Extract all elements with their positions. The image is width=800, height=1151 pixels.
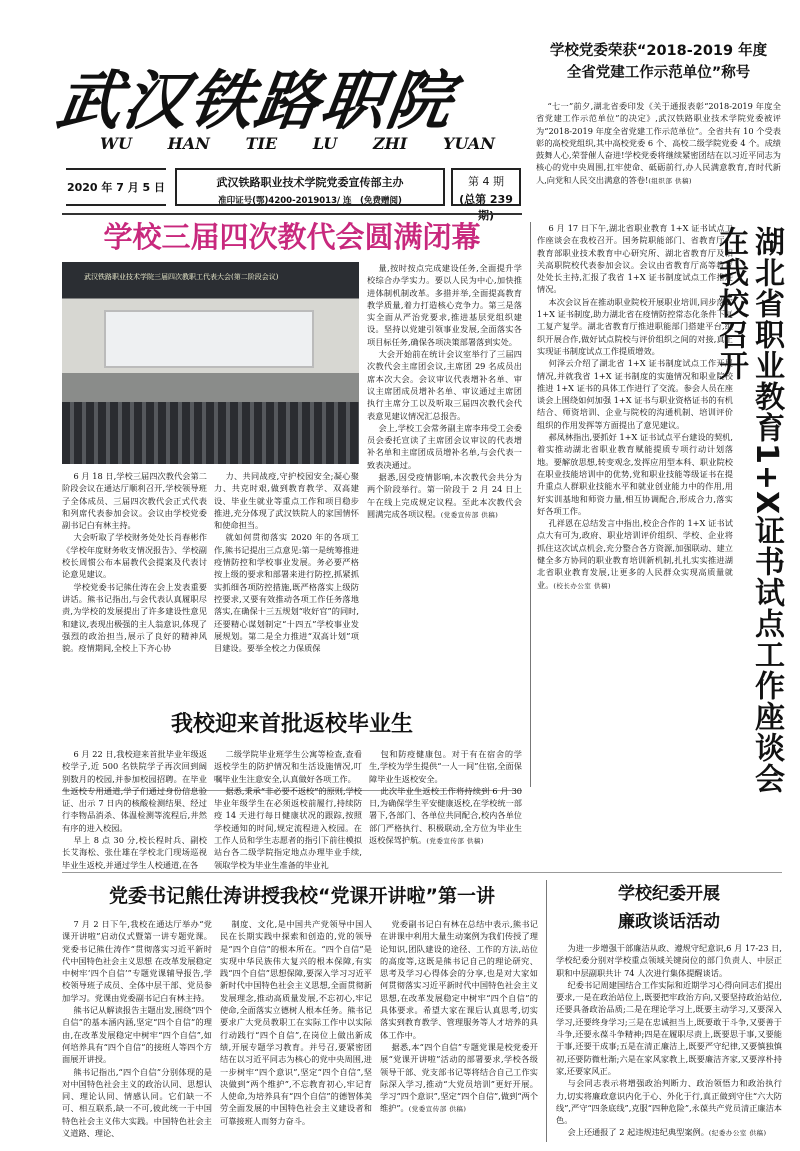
credit: (党委宣传部 供稿) bbox=[426, 837, 484, 846]
pinyin-syllable: YUAN bbox=[443, 134, 495, 153]
paragraph: 力、共同战疫,守护校园安全;凝心聚力、共克时艰,做到教育教学、双高建设、毕业生就业等重点工作和项目稳步推进,充分体现了武汉铁院人的家国情怀和使命担当。 bbox=[214, 471, 359, 531]
paragraph: 就如何贯彻落实 2020 年的各项工作,熊书记提出三点意见:第一是统筹推进疫情防控和学校事业发展。务必要严格按上级的要求和部署来进行防控,抓紧抓实抓细各项防控措施,既严格落实上级防控要求,又要有效推动各项工作任务落地落实,在确保十三五规划“收好官”的同时,还要精心谋划制定“十四五”学校事业发展规划。第二是全力推进“双高计划”项目建设。要举全校之力保质保 bbox=[214, 532, 359, 654]
divider bbox=[530, 222, 531, 787]
masthead-title: 武汉铁路职院 bbox=[51, 64, 459, 139]
article2-col2 bbox=[214, 748, 362, 868]
article4-body bbox=[537, 222, 733, 812]
paragraph-text: “七一”前夕,湖北省委印发《关于通报表彰“2018-2019 年度全省党建工作示范单位”的决定》,武汉铁路职业技术学院党委被评为“2018-2019 年度全省党建工作示范单位”。全省共有 10 个受表彰的高校党组织,其中高校党委 6 个、高校二级学院党委 4 个。成绩鼓舞人心,荣誉催人奋进!学校党委将继续紧密团结在以习近平同志为核心的党中央周围,扛牢使命、砥砺前行,办人民满意教育,育时代新人,向党和人民交出满意的答卷! bbox=[536, 101, 781, 185]
paragraph: 量,按时按点完成建设任务,全面提升学校综合办学实力。要以人民为中心,加快推进体制机制改革。多措并举,全面提高教育教学质量,着力打造核心竞争力。第三是落实全面从严治党要求,推进基层党组织建设。坚持以党建引领事业发展,全面落实各项目标任务,确保各项决策部署落到实处。 bbox=[367, 263, 522, 347]
article2-headline: 我校迎来首批返校毕业生 bbox=[170, 712, 413, 737]
top-right-headline bbox=[536, 40, 781, 92]
article2-col3 bbox=[369, 748, 522, 868]
pinyin-syllable: TIE bbox=[245, 134, 278, 153]
article5-body bbox=[556, 942, 782, 1144]
paragraph: 与会同志表示将增强政治判断力、政治领悟力和政治执行力,切实将廉政意识内化于心、外化于行,真正做到守住“六大防线”,严守“四条底线”,克服“四种危险”,永葆共产党员清正廉洁本色。 bbox=[556, 1078, 782, 1126]
credit: (纪委办公室 供稿) bbox=[708, 1129, 767, 1138]
credit: (党委宣传部 供稿) bbox=[440, 510, 499, 519]
paragraph: 本次会议旨在推动职业院校开展职业培训,同步落实 1+X 证书制度,助力湖北省在疫情防控常态化条件下复工复产复学。湖北省教育厅推进职能部门搭建平台,组织开展合作,做好试点院校与评价组织之间的对接,真正实现证书制度试点工作提质增效。 bbox=[537, 296, 733, 356]
paragraph: 会上,学校工会常务副主席李玮受工会委员会委托宣读了主席团会议审议的代表增补名单和主席团成员增补名单,与会代表一致表决通过。 bbox=[367, 422, 522, 470]
masthead bbox=[51, 30, 498, 155]
issue-date: 2020 年 7 月 5 日 bbox=[66, 181, 166, 194]
paragraph: 党委副书记白有林在总结中表示,熊书记在讲课中利用大量生动案例为我们传授了理论知识,团队建设的途径、工作的方法,站位的高度等,这既是熊书记自己的理论研究、思考及学习心得体会的分享,也是对大家如何贯彻落实习近平新时代中国特色社会主义思想,在改革发展稳定中树牢“四个自信”的具体要求。希望大家在课后认真思考,切实落实到教育教学、管理服务等人才培养的具体工作中。 bbox=[380, 919, 538, 1040]
paragraph: 为进一步增强干部廉洁从政、遵规守纪意识,6 月 17-23 日,学校纪委分别对学校重点领域关键岗位的部门负责人、中层正职和中层副职共计 74 人次进行集体提醒谈话。 bbox=[556, 943, 782, 978]
headline-line: 全省党建工作示范单位”称号 bbox=[566, 65, 751, 81]
issue-box bbox=[451, 168, 521, 222]
credit: (党委宣传部 供稿) bbox=[408, 1105, 467, 1114]
permit: 准印证号(鄂)4200-2019013/ 连 (免费赠阅) bbox=[218, 196, 402, 206]
paragraph: 纪委书记周建国结合工作实际和近期学习心得向同志们提出要求,一是在政治站位上,既要把牢政治方向,又要坚持政治站位,还要具备政治品质;二是在理论学习上,既要主动学习,又要深入学习,还要终身学习;三是在忠诚担当上,既要敢于斗争,又要善于斗争,还要永葆斗争精神;四是在履职尽责上,既要思于事,又要能于事,还要干成事;五是在清正廉洁上,既要严守纪律,又要慎独慎初,还要防微杜渐;六是在家风家教上,既要廉洁齐家,又要淳朴持家,还要家风正。 bbox=[556, 979, 782, 1076]
article2-col1 bbox=[62, 748, 207, 868]
paragraph: 郝凤林指出,要抓好 1+X 证书试点平台建设的契机,着实推动湖北省职业教育赋能提质专项行动计划落地。要解放思想,转变观念,发挥应用型本科、职业院校在职业技能培训中的优势,党和职业技能等级证书在提升重点人群职业技能水平和就业创业能力中的作用,用好实训基地和师资力量,相互协调配合,形成合力,落实好各项工作。 bbox=[537, 432, 733, 516]
article3-col1 bbox=[62, 918, 212, 1143]
headline-line: 学校纪委开展 bbox=[618, 884, 720, 904]
paragraph: 学校党委书记熊仕涛在会上发表重要讲话。熊书记指出,与会代表认真履职尽责,为学校的发展提出了许多建设性意见和建议,表现出极强的主人翁意识,体现了强烈的政治担当,展示了良好的精神风貌。疫情期间,全校上下齐心协 bbox=[62, 581, 207, 654]
paragraph: 制度、文化,是中国共产党领导中国人民在长期实践中探索和创造的,党的领导是“四个自信”的根本所在。“四个自信”是实现中华民族伟大复兴的根本保障,有实践“四个自信”思想保障,要深入学习习近平新时代中国特色社会主义思想,全面贯彻新发展理念,推动高质量发展,不忘初心,牢记使命,全面落实立德树人根本任务。熊书记要求广大党员教职工在实际工作中以实际行动践行“四个自信”,在岗位上做出新成绩,开展专题学习教育。并号召,要紧密团结在以习近平同志为核心的党中央周围,进一步树牢“四个意识”,坚定“四个自信”,坚决做到“两个维护”,不忘教育初心,牢记育人使命,为培养具有“四个自信”的德智体美劳全面发展的中国特色社会主义建设者和可靠接班人而努力奋斗。 bbox=[220, 919, 372, 1126]
article3-col3 bbox=[380, 918, 538, 1143]
paragraph: 6 月 22 日,我校迎来首批毕业年级返校学子,近 500 名铁院学子再次回到阔别数月的校园,并参加校园招聘。在毕业生返校专用通道,学子们通过身份信息验证、出示 7 日内的核酸检测结果、经过行李物品消杀、体温检测等流程后,井然有序的进入校园。 bbox=[62, 749, 207, 833]
paragraph: 6 月 17 日下午,湖北省职业教育 1+X 证书试点工作座谈会在我校召开。国务院职能部门、省教育厅、教育部职业技术教育中心研究所、湖北省教育厅及相关高职院校代表参加会议。会议由省教育厅高等教育处处长主持,汇报了我省 1+X 证书制度试点工作推进情况。 bbox=[537, 223, 733, 295]
date-box bbox=[66, 168, 166, 206]
paragraph: 何泽云介绍了湖北省 1+X 证书制度试点工作开展情况,并就我省 1+X 证书制度的实施情况和职业院校推进 1+X 证书的具体工作进行了交流。参会人员在座谈会上围绕如何加强 1+X 证书与职业资格证书的有机结合、师资培训、企业与院校的沟通机制、培训评价组织的作用发挥等方面提出了意见建议。 bbox=[537, 358, 733, 430]
paragraph: 二级学院毕业班学生公寓等检查,查看返校学生的防护情况和生活设施情况,叮嘱毕业生注意安全,认真做好各项工作。 bbox=[214, 749, 362, 784]
article3-col2 bbox=[220, 918, 372, 1143]
photo-audience bbox=[62, 402, 359, 464]
article5-headline bbox=[556, 880, 782, 940]
photo-screen bbox=[104, 310, 314, 368]
paragraph: 熊书记从解读报告主题出发,围绕“四个自信”的基本涵内涵,坚定“四个自信”的理由,在改革发展稳定中树牢“四个自信”,如何培养具有“四个自信”的接班人等四个方面展开讲授。 bbox=[62, 1005, 212, 1065]
paragraph bbox=[536, 100, 781, 187]
paragraph: 熊书记指出,“四个自信”分别体现的是对中国特色社会主义的政治认同、思想认同、理论认同、情感认同。它们缺一不可、相互联系,缺一不可,彼此统一于中国特色社会主义伟大实践。中国特色社会主义道路、理论、 bbox=[62, 1066, 212, 1139]
paragraph: 包和防疫健康包。对于有在宿舍的学生,学校为学生提供“一人一间”住宿,全面保障毕业生返校安全。 bbox=[369, 749, 522, 784]
paragraph: 6 月 18 日,学校三届四次教代会第二阶段会议在通达厅顺利召开,学校领导班子全体成员、三届四次教代会正式代表和列席代表参加会议。会议由学校党委副书记白有林主持。 bbox=[62, 471, 207, 531]
masthead-pinyin bbox=[100, 134, 495, 153]
article3-headline: 党委书记熊仕涛讲授我校“党课开讲啦”第一讲 bbox=[109, 885, 495, 907]
paragraph: 大会听取了学校财务处处长肖春彬作《学校年度财务收支情况报告》、学校副校长周惯公布本届教代会提案及代表讨论意见建议。 bbox=[62, 532, 207, 580]
paragraph: 早上 8 点 30 分,校长程时兵、副校长艾海松、张仕雄在学校北门现场巡视毕业生返校,并通过学生人校通道,在各 bbox=[62, 835, 207, 870]
headline-line: 廉政谈话活动 bbox=[618, 912, 720, 932]
article1-col3 bbox=[367, 262, 522, 774]
article1-headline: 学校三届四次教代会圆满闭幕 bbox=[103, 220, 481, 254]
paragraph: 据悉,秉承“非必要不返校”的原则,学校毕业年级学生在必须返校前履行,持续防疫 14 天进行每日健康状况的跟踪,按照学校通知的时间,规定流程进入校园。在工作人员和学生志愿者的指引下前往模拟站台各二级学院指定地点办理毕业手续,领取学校为毕业生准备的毕业礼 bbox=[214, 785, 362, 870]
pinyin-syllable: ZHI bbox=[373, 134, 408, 153]
photo-banner: 武汉铁路职业技术学院三届四次教职工代表大会(第二阶段会议) bbox=[84, 273, 279, 281]
sponsor: 武汉铁路职业技术学院党委宣传部主办 bbox=[216, 176, 404, 189]
meeting-photo bbox=[62, 262, 359, 464]
top-right-body bbox=[536, 100, 781, 208]
pinyin-syllable: HAN bbox=[167, 134, 210, 153]
sponsor-box bbox=[175, 168, 445, 206]
credit: (校长办公室 供稿) bbox=[553, 581, 612, 590]
credit: (组织部 供稿) bbox=[648, 176, 692, 185]
headline-line: 学校党委荣获“2018-2019 年度 bbox=[549, 43, 768, 59]
pinyin-syllable: LU bbox=[312, 134, 338, 153]
issue-number: 第 4 期 bbox=[468, 175, 504, 188]
paragraph: 7 月 2 日下午,我校在通达厅举办“党课开讲啦”启动仪式暨第一讲专题党课。党委书记熊仕涛作“贯彻落实习近平新时代中国特色社会主义思想 在改革发展稳定中树牢‘四个自信’”专题党课辅导报告,学校领导班子成员、全体中层干部、党员参加学习。党课由党委副书记白有林主持。 bbox=[62, 919, 212, 1003]
article4-headline: 湖北省职业教育1+X证书试点工作座谈会在我校召开 bbox=[713, 226, 784, 795]
paragraph: 此次毕业生返校工作将持续到 6 月 30 日,为确保学生平安健康返校,在学校统一部署下,各部门、各单位共同配合,校内各单位部门严格执行、积极联动,全方位为毕业生返校保驾护航。 bbox=[369, 785, 522, 846]
pinyin-syllable: WU bbox=[100, 134, 132, 153]
paragraph: 据悉,本“四个自信”专题党课是校党委开展“党课开讲啦”活动的部署要求,学校各级领导干部、党支部书记等将结合自己工作实际深入学习,推动“大党员培训”更好开展。学习“四个意识”,坚定“四个自信”,做到“两个维护”。 bbox=[380, 1041, 538, 1114]
paragraph: 大会开始前在统计会议室举行了三届四次教代会主席团会议,主席团 29 名成员出席本次大会。会议审议代表增补名单、审议主席团成员增补名单、审议通过主席团执行主席分工以及听取三届四次教代会代表意见建议情况汇总报告。 bbox=[367, 349, 522, 421]
paragraph: 会上还通报了 2 起违规违纪典型案例。 bbox=[567, 1127, 709, 1138]
divider bbox=[546, 880, 547, 1142]
divider bbox=[62, 872, 782, 873]
paragraph: 孔祥恩在总结发言中指出,校企合作的 1+X 证书试点大有可为,政府、职业培训评价组织、学校、企业将抓住这次试点机会,充分整合各方资源,加强联动、建立健全多方协同的职业教育培训新机制,扎扎实实推进湖北省职业教育发展,让更多的人民群众实现高质量就业。 bbox=[537, 518, 733, 590]
issue-total: (总第 239 期) bbox=[459, 193, 513, 222]
paragraph: 据悉,因受疫情影响,本次教代会共分为两个阶段举行。第一阶段于 2 月 24 日上午在线上完成规定议程。至此本次教代会圆满完成各项议程。 bbox=[367, 472, 522, 519]
